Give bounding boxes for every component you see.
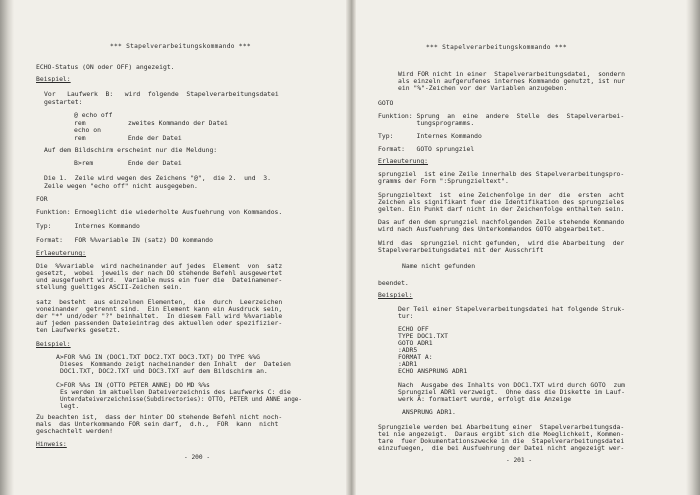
text-line: voneinander getrennt sind. Ein Element kann ein Ausdruck sein, <box>36 305 283 313</box>
text-line: Vor Laufwerk B: wird folgende Stapelverarbeitungsdatei <box>44 90 279 98</box>
text-line: Funktion: Sprung an eine andere Stelle des Stapelverarbei- <box>378 112 625 120</box>
code-line: B>rem Ende der Datei <box>74 159 182 167</box>
page-number: - 200 - <box>184 454 211 461</box>
section-heading: Beispiel: <box>36 75 71 83</box>
book-gutter <box>346 0 356 495</box>
text-line: tur: <box>398 312 414 320</box>
page-edge-right <box>686 0 700 495</box>
code-line: echo on <box>74 126 101 134</box>
code-line: ANSPRUNG ADR1. <box>402 408 456 416</box>
text-line: der "*" und/oder "?" beinhaltet. In diesem Fall wird %%variable <box>36 312 283 320</box>
page-number: - 201 - <box>506 457 533 464</box>
text-line: Typ: Internes Kommando <box>378 132 482 140</box>
text-line: beendet. <box>378 279 409 287</box>
code-line: FORMAT A: <box>398 353 433 361</box>
text-line: Die %%variable wird nacheinander auf jedes Element von satz <box>36 262 283 270</box>
text-line: Funktion: Ermoeglicht die wiederholte Ausfuehrung von Kommandos. <box>36 208 283 216</box>
text-line: Es werden im aktuellen Dateiverzeichnis des Laufwerks C: die <box>60 388 291 396</box>
text-line: sprungziel ist eine Zeile innerhalb des Stapelverarbeitungspro- <box>378 170 625 178</box>
text-line: Wird das sprungziel nicht gefunden, wird die Abarbeitung der <box>378 239 625 247</box>
text-line: ten Laufwerks gesetzt. <box>36 326 121 334</box>
text-line: Unterdateiverzeichnisse(Subdirectories): OTTO, PETER und ANNE ange- <box>60 396 303 403</box>
code-line: :ADR5 <box>398 346 418 354</box>
text-line: Zeile wegen "echo off" nicht ausgegeben. <box>44 182 198 190</box>
page-edge-left <box>0 0 14 495</box>
text-line: gramms der Form ":Sprungzieltext". <box>378 177 509 185</box>
code-line: GOTO ADR1 <box>398 339 433 347</box>
text-line: Sprungzieltext ist eine Zeichenfolge in der die ersten acht <box>378 191 625 199</box>
text-line: Wird FOR nicht in einer Stapelverarbeitungsdatei, sondern <box>398 70 626 78</box>
code-line: rem Ende der Datei <box>74 134 182 142</box>
text-line: wird nach Ausfuehrung des Unterkommandos GOTO abgearbeitet. <box>378 225 606 233</box>
code-line: Name nicht gefunden <box>402 262 476 270</box>
code-line: :ADR1 <box>398 360 418 368</box>
text-line: Sprungziel ADR1 verzweigt. Ohne dass die Diskette im Lauf- <box>398 388 626 396</box>
text-line: gesetzt, wobei jeweils der nach DO stehende Befehl ausgewertet <box>36 269 283 277</box>
text-line: Das auf den dem sprungziel nachfolgenden Zeile stehende Kommando <box>378 218 625 226</box>
text-line: stellung gueltiges ASCII-Zeichen sein. <box>36 283 183 291</box>
text-line: Auf dem Bildschirm erscheint nur die Meldung: <box>44 146 218 154</box>
text-line: tare fuer Dokumentationszwecke in die Stapelverarbeitungsdatei <box>378 437 625 445</box>
text-line: legt. <box>60 402 80 410</box>
code-line: ECHO OFF <box>398 325 429 333</box>
text-line: tei nie angezeigt. Daraus ergibt sich die Moeglichkeit, Kommen- <box>378 430 625 438</box>
text-line: geschachtelt werden! <box>36 427 113 435</box>
text-line: Zu beachten ist, dass der hinter DO stehende Befehl nicht noch- <box>36 413 283 421</box>
text-line: einzufuegen, die bei Ausfuehrung der Datei nicht angezeigt wer- <box>378 444 625 452</box>
text-line: DOC1.TXT, DOC2.TXT und DOC3.TXT auf dem Bildschirm an. <box>60 367 268 375</box>
left-page <box>14 0 346 495</box>
code-line: ECHO ANSPRUNG ADR1 <box>398 367 468 375</box>
text-line: Format: FOR %%variable IN (satz) DO kommando <box>36 236 213 244</box>
section-heading: Hinweis: <box>36 440 67 448</box>
text-line: gelten. Ein Punkt darf nicht in der Zeichenfolge enthalten sein. <box>378 205 625 213</box>
text-line: werk A: formatiert wurde, erfolgt die Anzeige <box>398 395 572 403</box>
section-heading: Erlaeuterung: <box>378 157 429 165</box>
text-line: Format: GOTO sprungziel <box>378 145 475 153</box>
text-line: Typ: Internes Kommando <box>36 222 140 230</box>
section-heading: Beispiel: <box>378 291 413 299</box>
text-line: Zeichen als signifikant fuer die Identifikation des sprungzieles <box>378 198 625 206</box>
code-line: TYPE DOC1.TXT <box>398 332 449 340</box>
text-line: Sprungziele werden bei Abarbeitung einer Stapelverarbeitungsda- <box>378 423 625 431</box>
right-page <box>356 0 686 495</box>
page-header: *** Stapelverarbeitungskommando *** <box>110 43 251 50</box>
section-heading: Erlaeuterung: <box>36 249 87 257</box>
text-line: Nach Ausgabe des Inhalts von DOC1.TXT wird durch GOTO zum <box>398 381 626 389</box>
code-line: @ echo off <box>74 111 113 119</box>
page-header: *** Stapelverarbeitungskommando *** <box>426 44 567 51</box>
text-line: mals das Unterkommando FOR sein darf, d.h., FOR kann nicht <box>36 420 279 428</box>
text-line: und ausgefuehrt wird. Variable muss ein fuer die Dateinamener- <box>36 276 283 284</box>
text-line: gestartet: <box>44 98 83 106</box>
text-line: Die 1. Zeile wird wegen des Zeichens "@", die 2. und 3. <box>44 174 272 182</box>
section-heading: Beispiel: <box>36 340 71 348</box>
command-title: GOTO <box>378 99 394 107</box>
code-line: C>FOR %%s IN (OTTO PETER ANNE) DO MD %%s <box>56 381 210 389</box>
text-line: Stapelverarbeitungsdatei mit der Ausschrift <box>378 246 544 254</box>
text-line: Der Teil einer Stapelverarbeitungsdatei hat folgende Struk- <box>398 305 626 313</box>
text-line: auf jeden passenden Dateieintrag des aktuellen oder spezifizier- <box>36 319 283 327</box>
text-line: satz besteht aus einzelnen Elementen, die durch Leerzeichen <box>36 298 283 306</box>
text-line: ECHO-Status (ON oder OFF) angezeigt. <box>36 63 175 71</box>
text-line: tungsprogramms. <box>378 119 475 127</box>
text-line: Dieses Kommando zeigt nacheinander den Inhalt der Dateien <box>60 360 291 368</box>
text-line: als einzeln aufgerufenes internes Kommando genutzt, ist nur <box>398 77 626 85</box>
text-line: ein "%"-Zeichen vor der Variablen anzugeben. <box>398 84 568 92</box>
command-title: FOR <box>36 195 48 203</box>
code-line: rem zweites Kommando der Datei <box>74 119 228 127</box>
code-line: A>FOR %%G IN (DOC1.TXT DOC2.TXT DOC3.TXT) DO TYPE %%G <box>56 353 260 361</box>
